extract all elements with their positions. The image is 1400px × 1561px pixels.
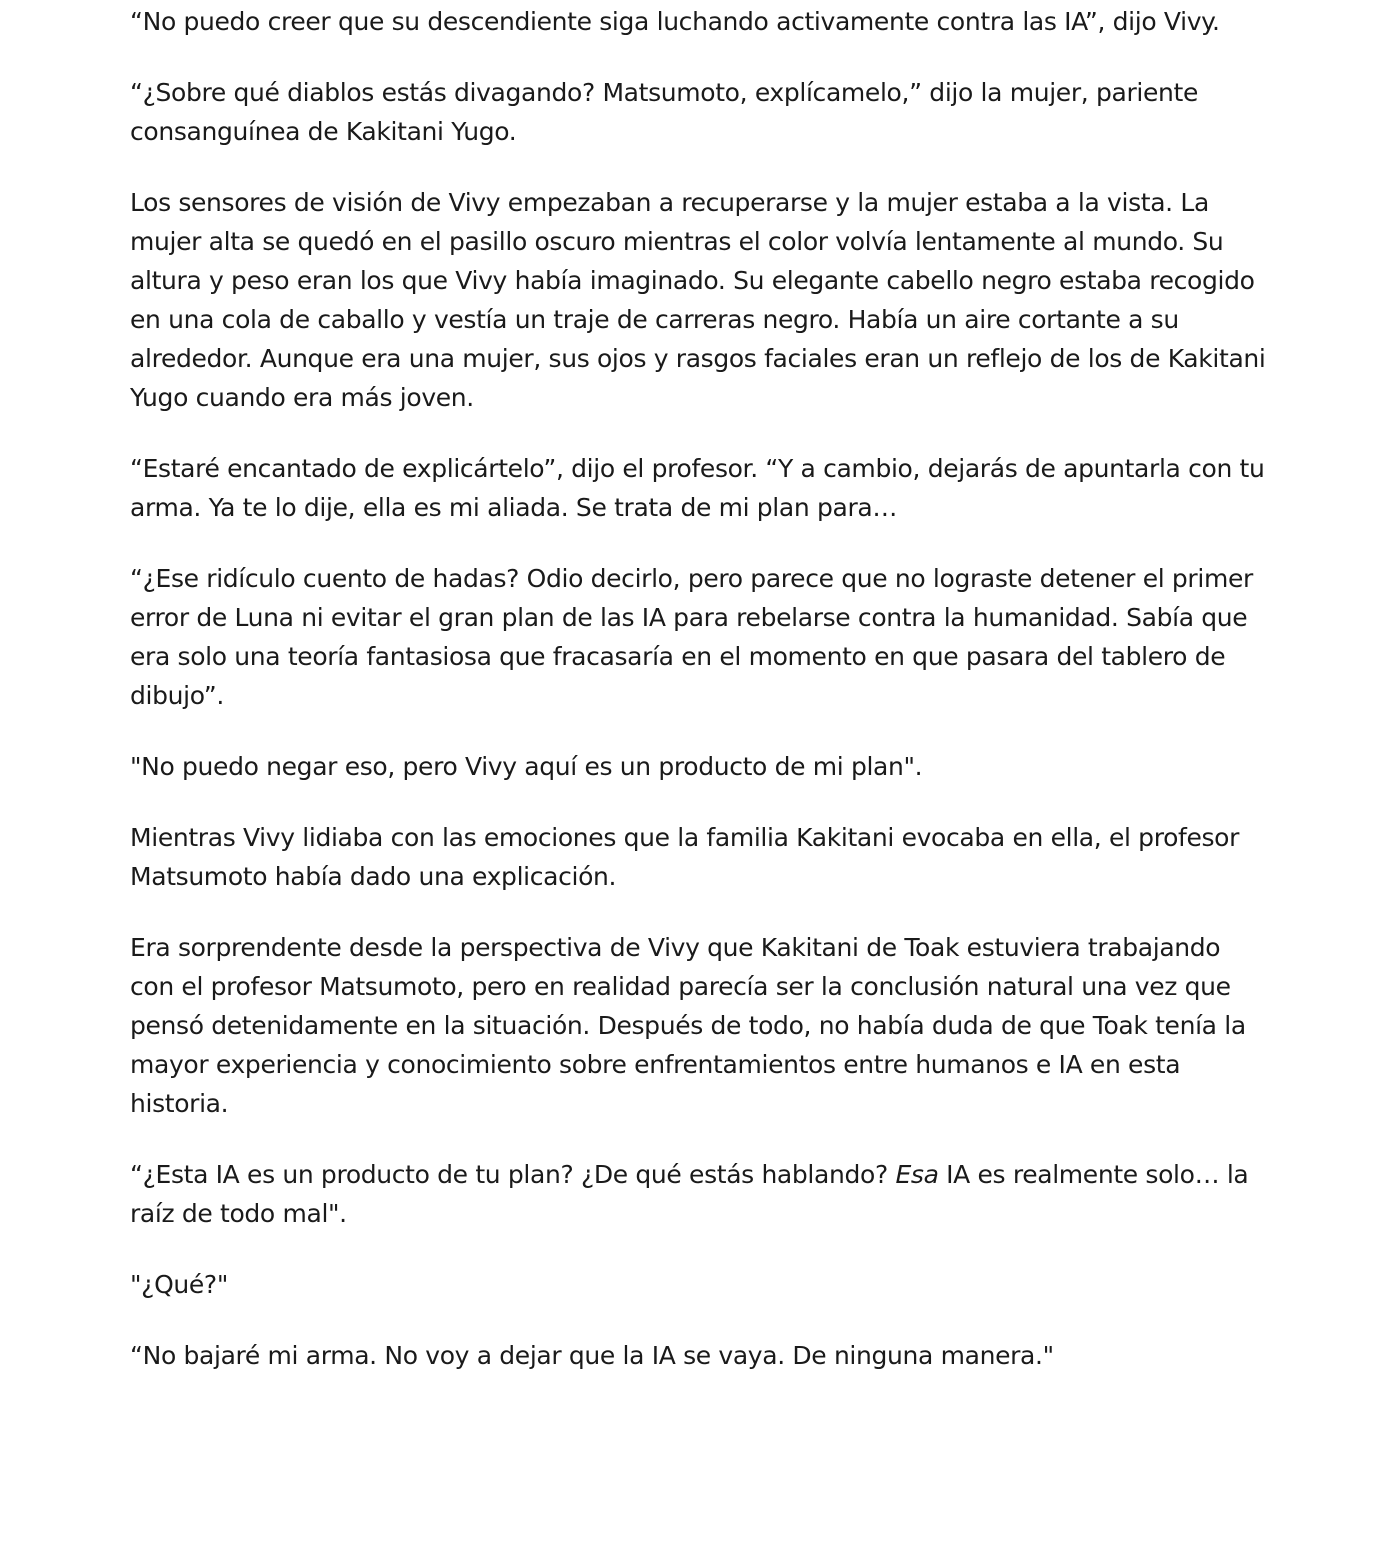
paragraph-8: Era sorprendente desde la perspectiva de Vivy que Kakitani de Toak estuviera trabajando con el profesor Matsumoto, pero en realidad parecía ser la conclusión natural una vez que pensó detenidamente en la situación. Después de todo, no había duda de que Toak tenía la mayor experiencia y conocimiento sobre enfrentamientos entre humanos e IA en esta historia. — [130, 933, 1246, 1118]
paragraph-5: “¿Ese ridículo cuento de hadas? Odio decirlo, pero parece que no lograste detener el primer error de Luna ni evitar el gran plan de las IA para rebelarse contra la humanidad. Sabía que era solo una teoría fantasiosa que fracasaría en el momento en que pasara del tablero de dibujo”. — [130, 564, 1253, 710]
paragraph-2: “¿Sobre qué diablos estás divagando? Matsumoto, explícamelo,” dijo la mujer, pariente consanguínea de Kakitani Yugo. — [130, 78, 1198, 146]
paragraph-1: “No puedo creer que su descendiente siga luchando activamente contra las IA”, dijo Vivy. — [130, 7, 1220, 36]
paragraph-7: Mientras Vivy lidiaba con las emociones que la familia Kakitani evocaba en ella, el profesor Matsumoto había dado una explicación. — [130, 823, 1240, 891]
paragraph-10: "¿Qué?" — [130, 1270, 228, 1299]
document-body — [130, 2, 1270, 1407]
paragraph-9 — [130, 1155, 1270, 1233]
paragraph-6: "No puedo negar eso, pero Vivy aquí es un producto de mi plan". — [130, 752, 923, 781]
paragraph-9-emphasis: Esa — [895, 1160, 939, 1189]
paragraph-9-before: “¿Esta IA es un producto de tu plan? ¿De qué estás hablando? — [130, 1160, 896, 1189]
paragraph-4: “Estaré encantado de explicártelo”, dijo el profesor. “Y a cambio, dejarás de apuntarla con tu arma. Ya te lo dije, ella es mi aliada. Se trata de mi plan para… — [130, 454, 1265, 522]
paragraph-3: Los sensores de visión de Vivy empezaban a recuperarse y la mujer estaba a la vista. La mujer alta se quedó en el pasillo oscuro mientras el color volvía lentamente al mundo. Su altura y peso eran los que Vivy había imaginado. Su elegante cabello negro estaba recogido en una cola de caballo y vestía un traje de carreras negro. Había un aire cortante a su alrededor. Aunque era una mujer, sus ojos y rasgos faciales eran un reflejo de los de Kakitani Yugo cuando era más joven. — [130, 188, 1266, 412]
paragraph-11: “No bajaré mi arma. No voy a dejar que la IA se vaya. De ninguna manera." — [130, 1341, 1054, 1370]
paragraph-9-after: IA es realmente solo… la raíz de todo mal". — [130, 1160, 1249, 1228]
